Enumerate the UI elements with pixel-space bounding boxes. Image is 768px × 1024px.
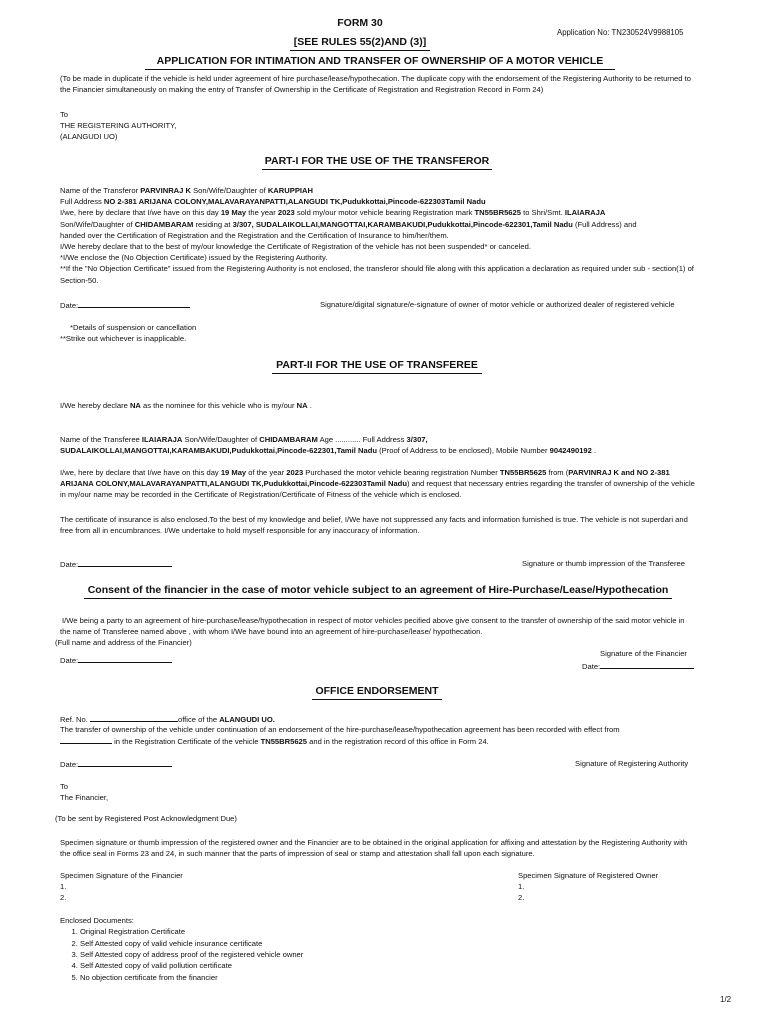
specimen-financier-label: Specimen Signature of the Financier bbox=[60, 871, 183, 880]
effect-date-blank[interactable] bbox=[60, 735, 112, 744]
noc-line: *I/We enclose the (No Objection Certificate) issued by the Registering Authority. bbox=[60, 253, 328, 263]
enclosed-item: 1. Original Registration Certificate bbox=[80, 926, 460, 937]
specimen-owner-2: 2. bbox=[518, 893, 525, 903]
specimen-note: Specimen signature or thumb impression of the registered owner and the Financier are to be obtained in the original application for affixing and attestation by the Registering Authority with the office seal in Forms 23 and 24, in such manner that the parts of impression of seal or stamp and attestation shall fall upon each signature. bbox=[60, 838, 688, 859]
intro-note: (To be made in duplicate if the vehicle is held under agreement of hire purchase/lease/hypothecation. The duplicate copy with the endorsement of the Registering Authority to be returned to the Financier simultaneously on making the entry of Transfer of Ownership in the Certificate of Registration and Registration Record in Form 24) bbox=[60, 74, 691, 95]
addressee-authority: THE REGISTERING AUTHORITY, bbox=[60, 121, 177, 131]
enclosed-item: 3. Self Attested copy of address proof of the registered vehicle owner bbox=[80, 949, 460, 960]
transferor-name-line: Name of the Transferor PARVINRAJ K Son/Wife/Daughter of KARUPPIAH bbox=[60, 186, 313, 195]
part1-date-blank[interactable] bbox=[78, 299, 190, 308]
office-ref-line: Ref. No. office of the ALANGUDI UO. bbox=[60, 715, 275, 724]
purchase-year: 2023 bbox=[286, 468, 304, 477]
nominee-line: I/We hereby declare NA as the nominee for this vehicle who is my/our NA . bbox=[60, 401, 312, 410]
purchase-date: 19 May bbox=[220, 468, 247, 477]
enclosed-item: 5. No objection certificate from the financier bbox=[80, 972, 460, 983]
form-number: FORM 30 bbox=[337, 17, 383, 29]
nominee-relation: NA bbox=[296, 401, 308, 410]
rules-reference: [SEE RULES 55(2)AND (3)] bbox=[290, 36, 430, 51]
office-financier: The Financier, bbox=[60, 793, 109, 802]
authority-signature-label: Signature of Registering Authority bbox=[575, 759, 689, 768]
purchase-declaration: I/we, here by declare that I/we have on this day 19 May of the year 2023 Purchased the motor vehicle bearing registration Number TN55BR5625 from (PARVINRAJ K and NO 2-381 ARIJANA COLONY,MALAVARAYANPATTI,ALANGUDI TK,Pudukkottai,Pincode-622303Tamil Nadu) and request that necessary entries regarding the transfer of ownership of the vehicle in my/our name may be recorded in the Certificate of Registration/Certificate of Fitness of the vehicle which is enclosed. bbox=[60, 468, 695, 500]
form-title: APPLICATION FOR INTIMATION AND TRANSFER OF OWNERSHIP OF A MOTOR VEHICLE bbox=[145, 55, 615, 70]
specimen-financier-1: 1. bbox=[60, 882, 67, 892]
enclosed-item: 2. Self Attested copy of valid vehicle insurance certificate bbox=[80, 938, 460, 949]
footnote-strike: **Strike out whichever is inapplicable. bbox=[60, 334, 187, 343]
specimen-owner-block bbox=[518, 870, 658, 904]
transferee-residence-line: Son/Wife/Daughter of CHIDAMBARAM residing at 3/307, SUDALAIKOLLAI,MANGOTTAI,KARAMBAKUDI,Pudukkottai,Pincode-622301,Tamil Nadu (Full Address) and bbox=[60, 219, 637, 229]
office-transfer-line: The transfer of ownership of the vehicle under continuation of an endorsement of the hire-purchase/lease/hypothecation agreement has been recorded with effect from bbox=[60, 725, 620, 734]
noc-note-line: **If the "No Objection Certificate" issued from the Registering Authority is not enclosed, the transferor should file along with this application a declaration as required under sub - section(1) of Section-50. bbox=[60, 264, 694, 285]
nominee-value: NA bbox=[129, 401, 141, 410]
office-date-blank[interactable] bbox=[78, 758, 172, 767]
registered-post-note: (To be sent by Registered Post Acknowledgment Due) bbox=[55, 814, 237, 823]
p2-address-part2: SUDALAIKOLLAI,MANGOTTAI,KARAMBAKUDI,Pudukkottai,Pincode-622301,Tamil Nadu bbox=[60, 446, 377, 456]
page-number: 1/2 bbox=[720, 995, 732, 1004]
p2-transferee-father: CHIDAMBARAM bbox=[259, 435, 318, 444]
transferor-address-line: Full Address NO 2-381 ARIJANA COLONY,MALAVARAYANPATTI,ALANGUDI TK,Pudukkottai,Pincode-622303Tamil Nadu bbox=[60, 197, 486, 207]
transferee-address: 3/307, SUDALAIKOLLAI,MANGOTTAI,KARAMBAKUDI,Pudukkottai,Pincode-622301,Tamil Nadu bbox=[232, 219, 573, 229]
sale-declaration-line: I/we, here by declare that I/we have on this day 19 May the year 2023 sold my/our motor vehicle bearing Registration mark TN55BR5625 to Shri/Smt. ILAIARAJA bbox=[60, 208, 606, 218]
handover-line: handed over the Certification of Registration and the Registration and the Certification of Insurance to him/her/them. bbox=[60, 230, 449, 240]
office-name: ALANGUDI UO. bbox=[219, 715, 275, 724]
specimen-owner-label: Specimen Signature of Registered Owner bbox=[518, 871, 659, 880]
part2-date-blank[interactable] bbox=[78, 558, 172, 567]
specimen-financier-block bbox=[60, 870, 183, 904]
office-registration-number: TN55BR5625 bbox=[260, 737, 308, 746]
part2-date: Date: bbox=[60, 558, 172, 570]
part1-declaration bbox=[60, 185, 710, 286]
financier-signature-label: Signature of the Financier bbox=[600, 649, 687, 658]
part2-title: PART-II FOR THE USE OF TRANSFEREE bbox=[272, 359, 482, 374]
office-date: Date: bbox=[60, 758, 172, 770]
part1-signature-label: Signature/digital signature/e-signature of owner of motor vehicle or authorized dealer of registered vehicle bbox=[320, 300, 675, 309]
consent-date2-blank[interactable] bbox=[600, 660, 694, 669]
consent-date2: Date: bbox=[582, 660, 694, 672]
seller-name-address: PARVINRAJ K and NO 2-381 ARIJANA COLONY,MALAVARAYANPATTI,ALANGUDI TK,Pudukkottai,Pincode-622303Tamil Nadu bbox=[60, 468, 670, 489]
p2-registration-number: TN55BR5625 bbox=[499, 468, 547, 477]
transferee-name: ILAIARAJA bbox=[564, 208, 606, 218]
transferor-address: NO 2-381 ARIJANA COLONY,MALAVARAYANPATTI,ALANGUDI TK,Pudukkottai,Pincode-622303Tamil Nadu bbox=[103, 197, 486, 207]
enclosed-documents bbox=[60, 915, 460, 983]
office-to: To bbox=[60, 782, 69, 791]
enclosed-title: Enclosed Documents: bbox=[60, 916, 134, 925]
sale-year: 2023 bbox=[277, 208, 295, 218]
specimen-owner-1: 1. bbox=[518, 882, 525, 892]
consent-date: Date: bbox=[60, 654, 172, 666]
specimen-financier-2: 2. bbox=[60, 893, 67, 903]
addressee-office: (ALANGUDI UO) bbox=[60, 132, 118, 142]
addressee-to: To bbox=[60, 110, 69, 119]
enclosed-item: 4. Self Attested copy of valid pollution certificate bbox=[80, 960, 460, 971]
transferee-details: Name of the Transferee ILAIARAJA Son/Wife/Daughter of CHIDAMBARAM Age ............ Full Address 3/307, SUDALAIKOLLAI,MANGOTTAI,KARAMBAKUDI,Pudukkottai,Pincode-622301,Tamil Nadu (Proof of Address to be enclosed), Mobile Number 9042490192 . bbox=[60, 435, 597, 456]
insurance-declaration: The certificate of insurance is also enclosed.To the best of my knowledge and belief, I/We have not suppressed any facts and information furnished is true. The vehicle is not superdari and free from all in encumbrances. I/We undertake to hold myself responsible for any inaccuracy of information. bbox=[60, 515, 688, 536]
part2-signature-label: Signature or thumb impression of the Transferee bbox=[522, 559, 685, 568]
consent-title: Consent of the financier in the case of motor vehicle subject to an agreement of Hire-Purchase/Lease/Hypothecation bbox=[84, 584, 672, 599]
part1-title: PART-I FOR THE USE OF THE TRANSFEROR bbox=[262, 155, 492, 170]
transferor-father: KARUPPIAH bbox=[267, 186, 313, 195]
part1-date: Date: bbox=[60, 299, 190, 311]
p2-address-part1: 3/307, bbox=[406, 435, 428, 444]
enclosed-list bbox=[60, 926, 460, 983]
office-record-line: in the Registration Certificate of the vehicle TN55BR5625 and in the registration record of this office in Form 24. bbox=[60, 735, 700, 747]
transferor-name: PARVINRAJ K bbox=[140, 186, 191, 195]
transferee-father: CHIDAMBARAM bbox=[134, 219, 194, 229]
consent-body: I/We being a party to an agreement of hire-purchase/lease/hypothecation in respect of motor vehicles pecified above give consent to the transfer of ownership of the said motor vehicle in the name of Transferee named above , with whom I/We have bound into an agreement of hire-purchase/lease/ hypothecation. bbox=[60, 616, 685, 637]
addressee-block bbox=[60, 109, 360, 143]
suspension-line: I/We hereby declare that to the best of my/our knowledge the Certificate of Registration of the vehicle has not been suspended* or canceled. bbox=[60, 242, 531, 252]
application-number: Application No: TN230524V9988105 bbox=[557, 28, 684, 37]
footnote-suspension: *Details of suspension or cancellation bbox=[70, 323, 197, 332]
ref-no-blank[interactable] bbox=[90, 713, 178, 722]
sale-date: 19 May bbox=[220, 208, 247, 218]
office-endorsement-title: OFFICE ENDORSEMENT bbox=[312, 685, 442, 700]
mobile-number: 9042490192 bbox=[549, 446, 592, 456]
registration-mark: TN55BR5625 bbox=[474, 208, 521, 218]
consent-date-blank[interactable] bbox=[78, 654, 172, 663]
p2-transferee-name: ILAIARAJA bbox=[141, 435, 183, 444]
financier-name-label: (Full name and address of the Financier) bbox=[55, 638, 192, 647]
